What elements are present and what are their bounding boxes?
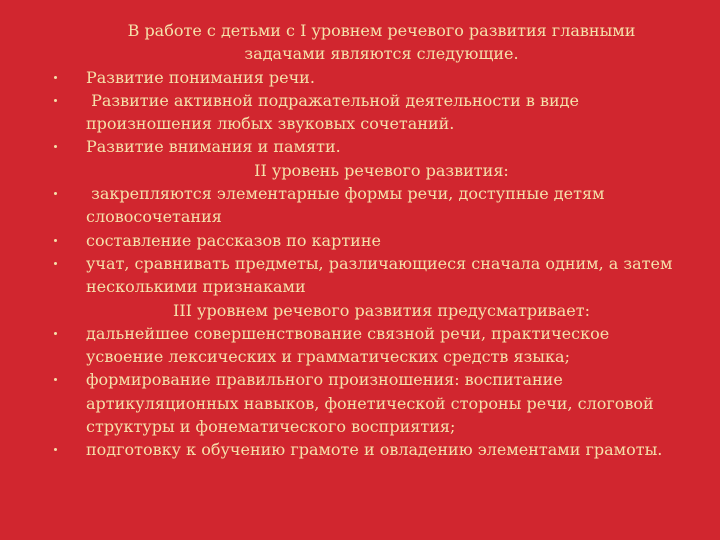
intro-text: В работе с детьми с I уровнем речевого развития главными задачами являются следующие.	[127, 21, 636, 64]
section-heading-3: III уровнем речевого развития предусматривает:	[173, 300, 590, 320]
bullet-icon	[54, 378, 57, 381]
list-item-text: дальнейшее совершенствование связной речи, практическое усвоение лексических и грамматических средств языка;	[86, 323, 610, 367]
list-item-text: учат, сравнивать предметы, различающиеся сначала одним, а затем несколькими признаками	[86, 253, 673, 297]
list-item	[52, 229, 677, 252]
list-item-text: формирование правильного произношения: воспитание артикуляционных навыков, фонетической стороны речи, слоговой структуры и фонематического восприятия;	[86, 370, 654, 437]
list-item-text: Развитие внимания и памяти.	[86, 137, 341, 157]
list-item	[52, 322, 677, 369]
bullet-icon	[54, 76, 57, 79]
list-item-text: составление рассказов по картине	[86, 230, 381, 250]
bullet-icon	[54, 99, 57, 102]
bullet-icon	[54, 448, 57, 451]
bullet-icon	[54, 192, 57, 195]
bullet-icon	[54, 239, 57, 242]
list-item	[52, 438, 677, 461]
list-item-text: подготовку к обучению грамоте и овладению элементами грамоты.	[86, 440, 663, 460]
bullet-icon	[54, 145, 57, 148]
list-item	[52, 368, 677, 438]
list-item	[52, 135, 677, 158]
list-item	[52, 182, 677, 229]
list-item	[52, 66, 677, 89]
list-item	[52, 89, 677, 136]
list-item-text: Развитие активной подражательной деятельности в виде произношения любых звуковых сочетаний.	[86, 90, 585, 134]
list-item-text: Развитие понимания речи.	[86, 67, 315, 87]
section-heading-2: II уровень речевого развития:	[254, 160, 509, 180]
bullet-icon	[54, 262, 57, 265]
slide-content	[52, 19, 677, 462]
list-item-text: закрепляются элементарные формы речи, доступные детям словосочетания	[86, 184, 610, 227]
list-item	[52, 252, 677, 299]
bullet-icon	[54, 332, 57, 335]
